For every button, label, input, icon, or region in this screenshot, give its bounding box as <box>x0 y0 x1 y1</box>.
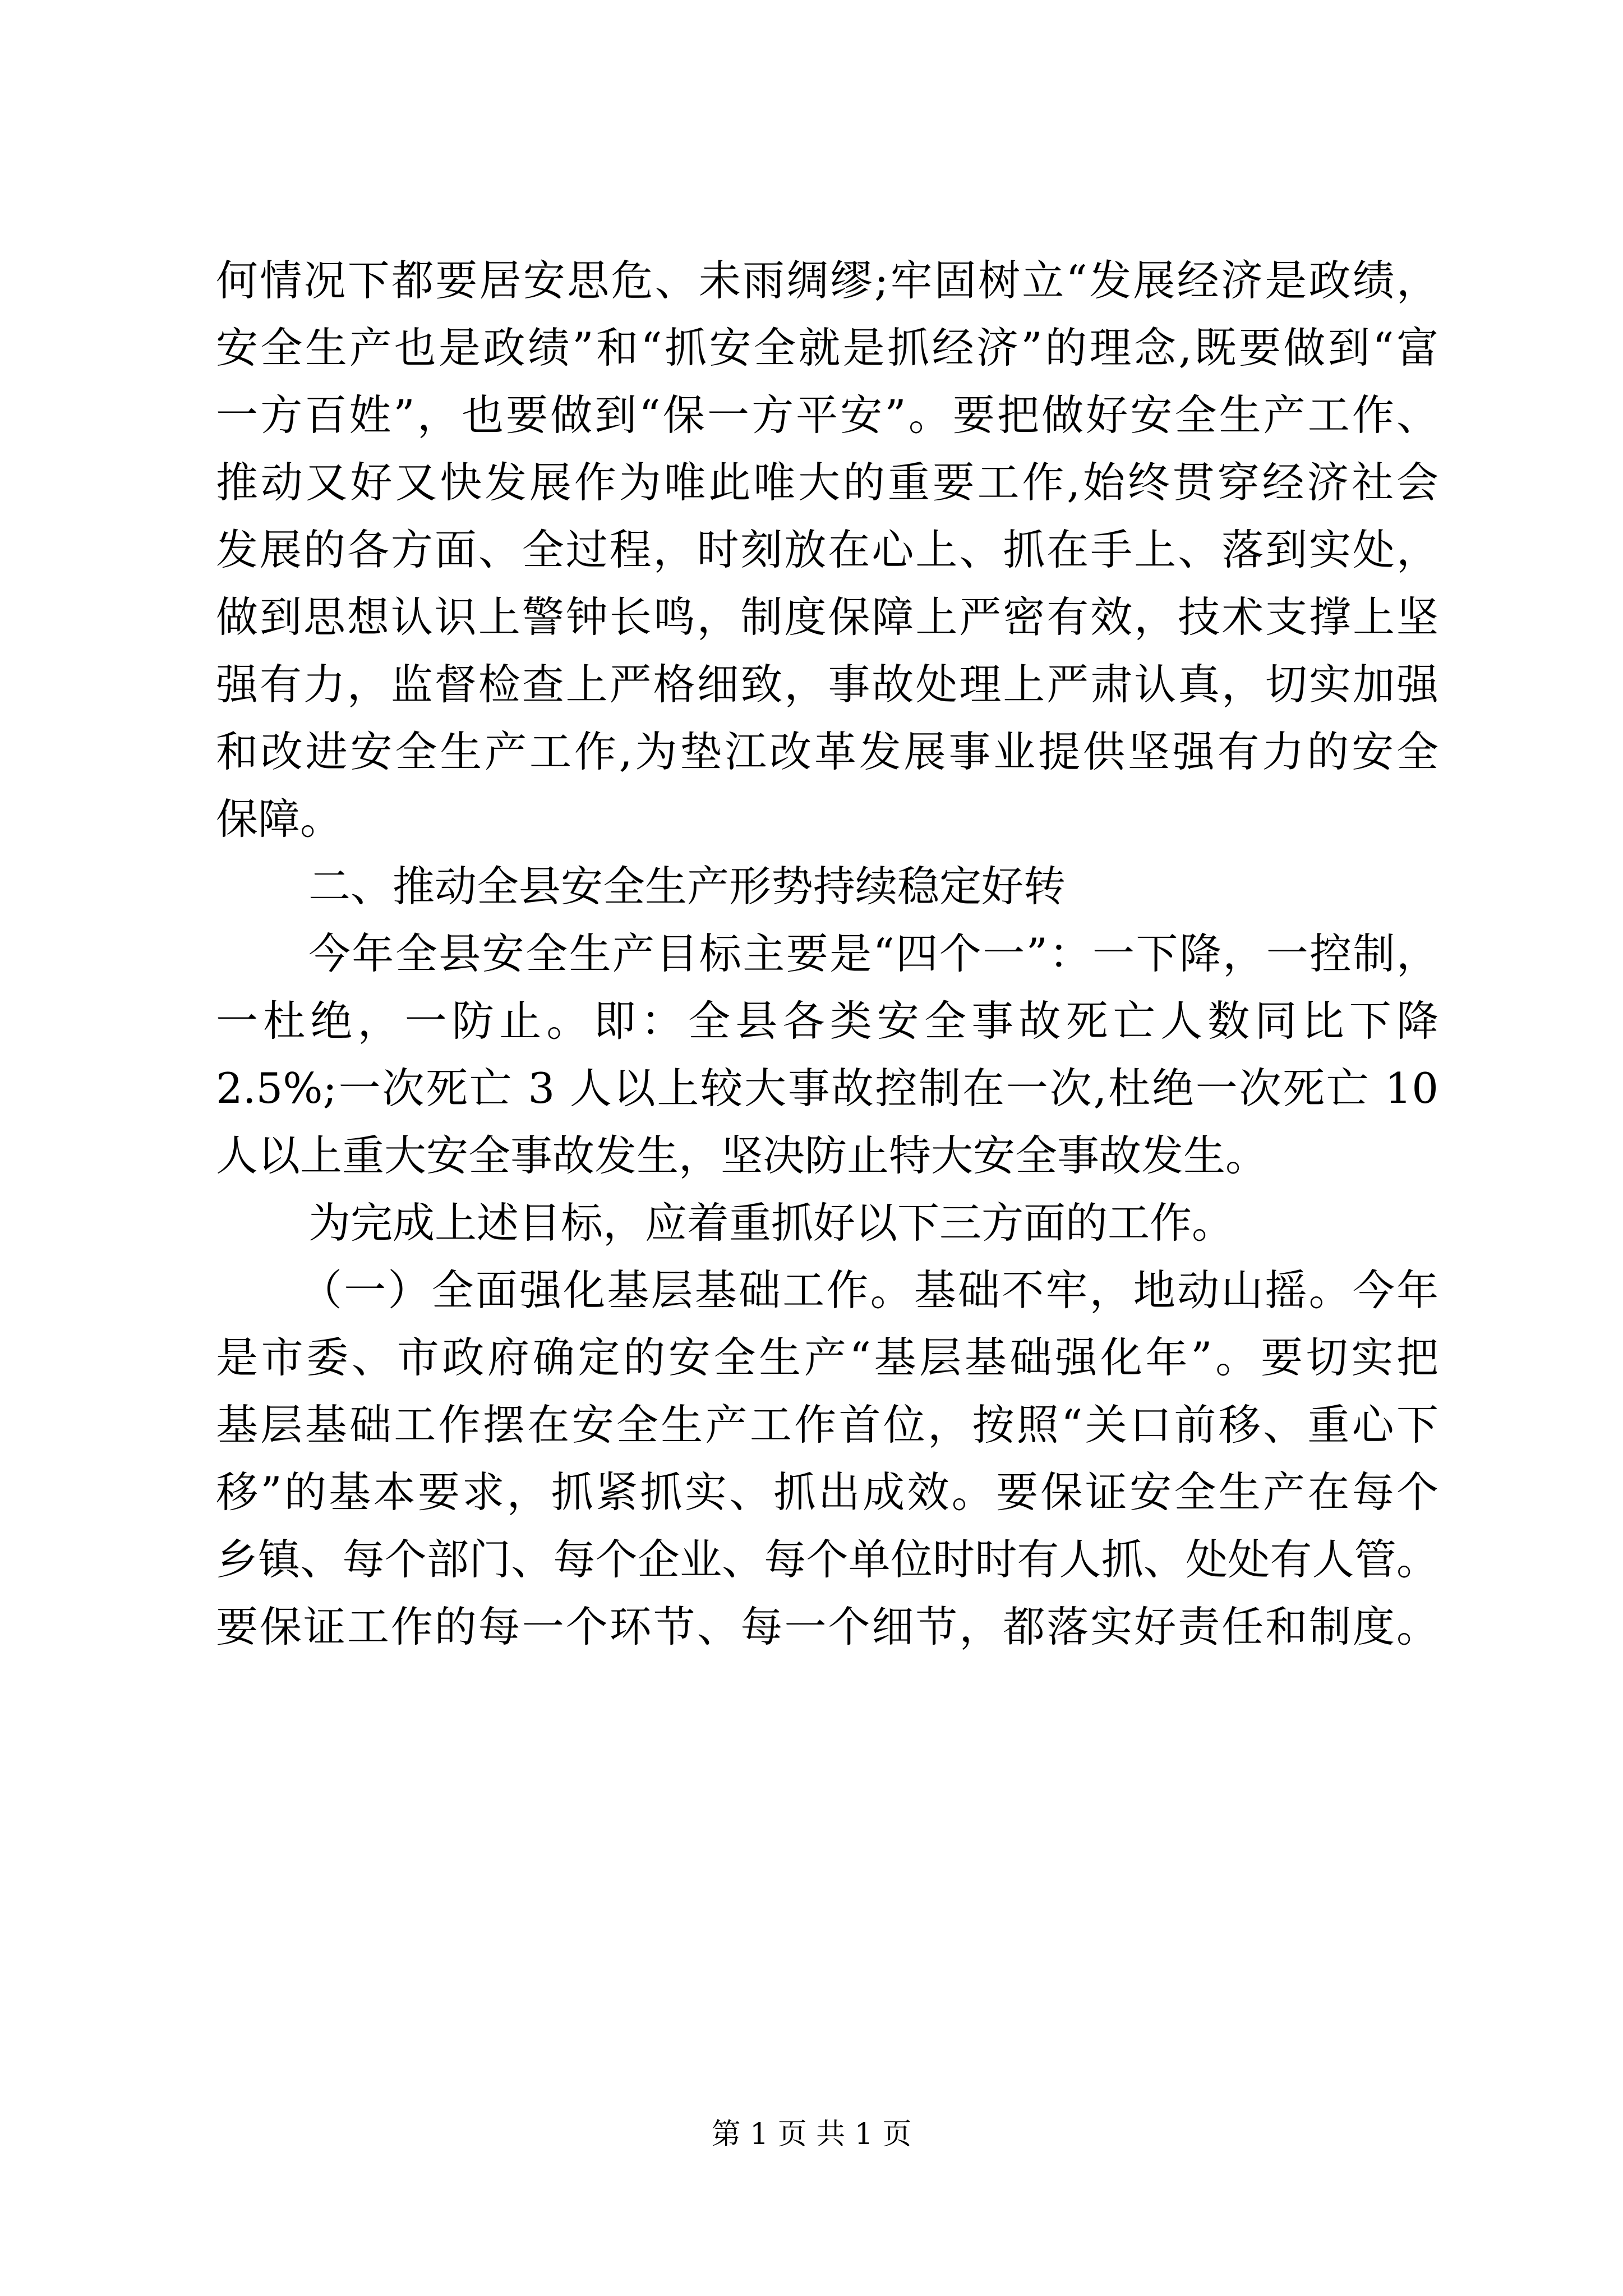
text-line: 为完成上述目标，应着重抓好以下三方面的工作。 <box>308 1198 1234 1248</box>
text-line: 要保证工作的每一个环节、每一个细节，都落实好责任和制度。 <box>216 1602 1438 1651</box>
text-line: 2.5%;一次死亡 3 人以上较大事故控制在一次,杜绝一次死亡 10 <box>216 1064 1438 1113</box>
text-line: 安全生产也是政绩”和“抓安全就是抓经济”的理念,既要做到“富 <box>216 323 1438 372</box>
text-line: 何情况下都要居安思危、未雨绸缪;牢固树立“发展经济是政绩， <box>216 256 1438 305</box>
text-line: 人以上重大安全事故发生，坚决防止特大安全事故发生。 <box>216 1131 1268 1180</box>
document-body <box>216 247 1438 1660</box>
text-line: 保障。 <box>216 794 343 844</box>
text-line: 一方百姓”，也要做到“保一方平安”。要把做好安全生产工作、 <box>216 390 1438 440</box>
subsection-line: （一）全面强化基层基础工作。基础不牢，地动山摇。今年 <box>300 1266 1438 1315</box>
text-line: 强有力，监督检查上严格细致，事故处理上严肃认真，切实加强 <box>216 660 1438 709</box>
section-heading: 二、推动全县安全生产形势持续稳定好转 <box>308 862 1066 911</box>
text-line: 今年全县安全生产目标主要是“四个一”：一下降，一控制， <box>308 929 1438 978</box>
text-line: 和改进安全生产工作,为垫江改革发展事业提供坚强有力的安全 <box>216 727 1438 776</box>
page-footer: 第 1 页 共 1 页 <box>711 2118 912 2151</box>
text-line: 一杜绝，一防止。即：全县各类安全事故死亡人数同比下降 <box>216 996 1438 1046</box>
text-line: 基层基础工作摆在安全生产工作首位，按照“关口前移、重心下 <box>216 1400 1438 1450</box>
text-line: 乡镇、每个部门、每个企业、每个单位时时有人抓、处处有人管。 <box>216 1535 1438 1584</box>
text-line: 做到思想认识上警钟长鸣，制度保障上严密有效，技术支撑上坚 <box>216 592 1438 642</box>
text-line: 是市委、市政府确定的安全生产“基层基础强化年”。要切实把 <box>216 1333 1438 1382</box>
text-line: 移”的基本要求，抓紧抓实、抓出成效。要保证安全生产在每个 <box>216 1467 1438 1517</box>
text-line: 发展的各方面、全过程，时刻放在心上、抓在手上、落到实处， <box>216 525 1438 574</box>
text-line: 推动又好又快发展作为唯此唯大的重要工作,始终贯穿经济社会 <box>216 458 1438 507</box>
